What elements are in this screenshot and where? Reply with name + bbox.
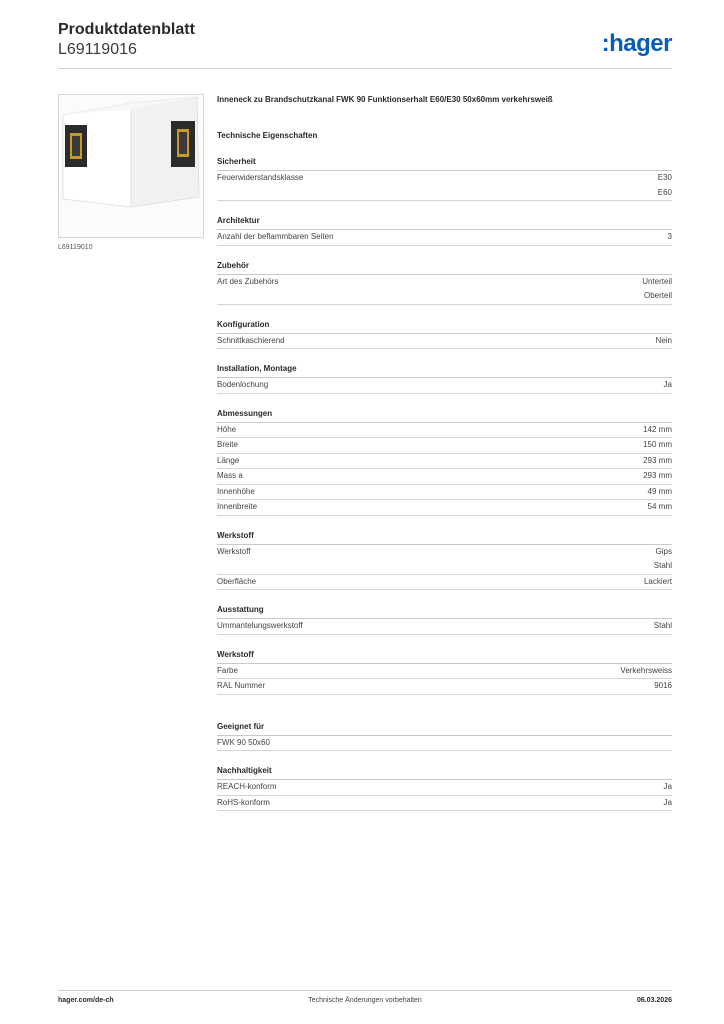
property-value: 150 mm [643, 440, 672, 449]
property-label: RAL Nummer [217, 681, 266, 690]
property-values [654, 679, 672, 694]
property-value: 9016 [654, 681, 672, 690]
property-row [217, 171, 672, 201]
hager-logo [602, 30, 672, 58]
property-values [643, 469, 672, 484]
section-title: Installation, Montage [217, 363, 672, 378]
property-row [217, 796, 672, 812]
property-values [648, 500, 672, 515]
property-values [658, 171, 672, 200]
property-value: Stahl [653, 561, 672, 570]
property-label: Breite [217, 440, 238, 449]
property-value: Stahl [653, 621, 672, 630]
section [217, 215, 672, 246]
section-title: Zubehör [217, 260, 672, 275]
property-value: 54 mm [647, 502, 672, 511]
property-row [217, 575, 672, 591]
section [217, 721, 672, 752]
section-title: Werkstoff [217, 530, 672, 545]
corner-piece-illustration [59, 95, 203, 237]
property-value: E60 [657, 187, 672, 197]
section-title: Ausstattung [217, 604, 672, 619]
document-header [58, 20, 672, 60]
property-label: Oberfläche [217, 576, 257, 586]
section-title: Sicherheit [217, 156, 672, 171]
product-number: L69119016 [58, 41, 137, 58]
property-value: 3 [667, 232, 672, 241]
property-label: Mass a [217, 471, 243, 480]
property-row [217, 736, 672, 752]
property-values [654, 619, 672, 634]
property-values [664, 796, 672, 811]
property-label: Schnittkaschierend [217, 335, 285, 345]
logo-text: hager [609, 30, 672, 57]
property-label: Länge [217, 455, 240, 465]
property-row [217, 500, 672, 516]
section [217, 156, 672, 201]
property-label: Anzahl der beflammbaren Seiten [217, 232, 334, 241]
property-row [217, 378, 672, 394]
property-value: Ja [663, 782, 672, 791]
property-label: Bodenlochung [217, 380, 269, 389]
image-caption: L69119010 [58, 244, 93, 251]
property-sections [217, 156, 672, 811]
property-label: FWK 90 50x60 [217, 737, 270, 747]
section [217, 260, 672, 305]
property-value: Ja [663, 380, 672, 389]
product-image [58, 94, 204, 238]
section [217, 604, 672, 635]
header-divider [58, 68, 672, 69]
property-values [654, 545, 672, 574]
property-row [217, 485, 672, 501]
property-row [217, 664, 672, 680]
property-values [620, 664, 672, 679]
property-values [643, 423, 672, 438]
property-value: Verkehrsweiss [620, 665, 672, 675]
property-value: Gips [655, 546, 672, 556]
section [217, 408, 672, 516]
property-value: Oberteil [643, 291, 672, 300]
property-label: Ummantelungswerkstoff [217, 621, 303, 630]
section-title: Abmessungen [217, 408, 672, 423]
section [217, 319, 672, 350]
property-values [648, 485, 672, 500]
property-value: Nein [655, 335, 672, 345]
footer-divider [58, 990, 672, 991]
property-row [217, 780, 672, 796]
property-values [668, 230, 672, 245]
property-label: Innenbreite [217, 502, 258, 511]
property-row [217, 230, 672, 246]
section-title: Architektur [217, 215, 672, 230]
section [217, 765, 672, 811]
property-value: Ja [663, 797, 672, 807]
property-row [217, 275, 672, 305]
property-values [664, 780, 672, 795]
property-value: 49 mm [647, 486, 672, 496]
product-description: Inneneck zu Brandschutzkanal FWK 90 Funktionserhalt E60/E30 50x60mm verkehrsweiß [217, 95, 553, 104]
property-values [642, 275, 672, 304]
property-values [644, 575, 672, 590]
tech-properties-heading: Technische Eigenschaften [217, 131, 318, 140]
page-title: Produktdatenblatt [58, 21, 195, 38]
property-label: RoHS-konform [217, 797, 270, 807]
property-value: Lackiert [643, 576, 672, 586]
section-title: Werkstoff [217, 649, 672, 664]
property-value: E30 [657, 173, 672, 182]
property-label: Werkstoff [217, 546, 251, 556]
property-row [217, 619, 672, 635]
property-row [217, 454, 672, 470]
property-value: 293 mm [643, 455, 672, 465]
property-row [217, 679, 672, 695]
property-label: Innenhöhe [217, 486, 255, 496]
property-value: 293 mm [643, 471, 672, 480]
section-title: Geeignet für [217, 721, 672, 736]
section [217, 530, 672, 591]
property-row [217, 438, 672, 454]
property-value: Unterteil [642, 276, 672, 286]
property-row [217, 469, 672, 485]
footer-website: hager.com/de-ch [58, 997, 114, 1004]
property-label: Feuerwiderstandsklasse [217, 173, 304, 182]
property-values [643, 454, 672, 469]
property-row [217, 545, 672, 575]
section-title: Nachhaltigkeit [217, 765, 672, 780]
property-row [217, 423, 672, 439]
property-label: Art des Zubehörs [217, 276, 279, 286]
property-row [217, 334, 672, 350]
property-values [643, 438, 672, 453]
property-label: REACH-konform [217, 782, 277, 791]
footer-date: 06.03.2026 [636, 997, 672, 1004]
product-details [217, 94, 672, 811]
footer-notice: Technische Änderungen vorbehalten [308, 997, 422, 1004]
property-values [656, 334, 672, 349]
property-values [664, 378, 672, 393]
property-value: 142 mm [643, 424, 672, 434]
section [217, 363, 672, 394]
property-label: Höhe [217, 424, 237, 434]
property-label: Farbe [217, 665, 238, 675]
logo-dots-icon: : [601, 30, 610, 57]
section-title: Konfiguration [217, 319, 672, 334]
section [217, 649, 672, 695]
